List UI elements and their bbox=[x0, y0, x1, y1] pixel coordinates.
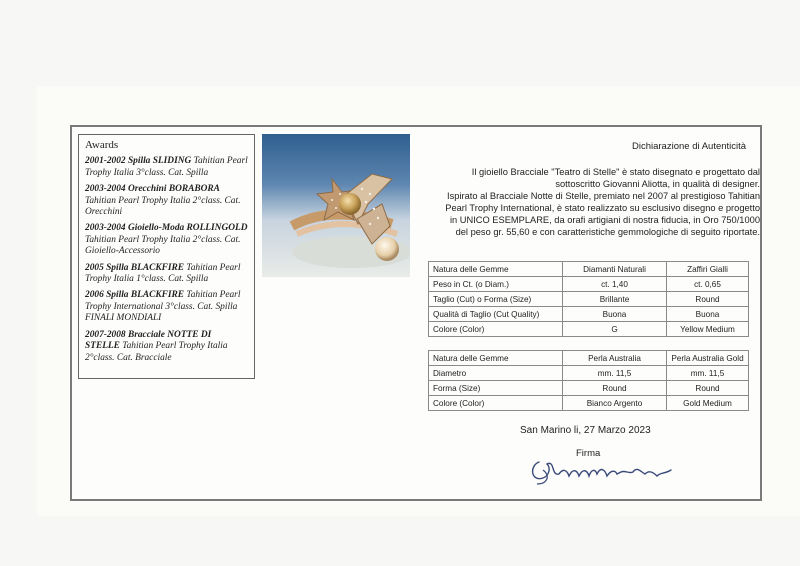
table-row: Colore (Color) Bianco Argento Gold Medium bbox=[429, 396, 749, 411]
place-date: San Marino li, 27 Marzo 2023 bbox=[520, 425, 651, 436]
table-header-row: Natura delle Gemme Diamanti Naturali Zaffiri Gialli bbox=[429, 262, 749, 277]
handwritten-signature bbox=[525, 448, 675, 486]
declaration-title: Dichiarazione di Autenticità bbox=[632, 141, 747, 152]
gems-table-pearls bbox=[428, 350, 749, 411]
award-item: 2003-2004 Orecchini BORABORA Tahitian Pearl Trophy Italia 2°class. Cat. Orecchini bbox=[85, 184, 241, 218]
award-item: 2007-2008 Bracciale NOTTE DI STELLE Tahitian Pearl Trophy Italia 2°class. Cat. Bracciale bbox=[85, 329, 228, 363]
gems-table-diamonds bbox=[428, 261, 749, 337]
declaration-text: Il gioiello Bracciale "Teatro di Stelle" è stato disegnato e progettato dal sottoscritto Giovanni Aliotta, in qualità di designer. Ispirato al Bracciale Notte di Stelle, premiato nel 2007 al prestigioso Tahitian Pearl Trophy International, è stato realizzato su esclusivo disegno e progetto in UNICO ESEMPLARE, da orafi artigiani di nostra fiducia, in Oro 750/1000 del peso gr. 55,60 e con caratteristiche gemmologiche di seguito riportate. bbox=[445, 167, 760, 237]
award-item: 2006 Spilla BLACKFIRE Tahitian Pearl Trophy International 3°class. Cat. Spilla FINALI MONDIALI bbox=[85, 290, 241, 324]
award-item: 2003-2004 Gioiello-Moda ROLLINGOLD Tahitian Pearl Trophy Italia 2°class. Cat. Gioiello-Accessorio bbox=[85, 223, 248, 257]
signature-label: Firma bbox=[576, 448, 601, 459]
table-row: Diametro mm. 11,5 mm. 11,5 bbox=[429, 366, 749, 381]
bracelet-photo bbox=[262, 134, 410, 277]
table-row: Qualità di Taglio (Cut Quality) Buona Buona bbox=[429, 307, 749, 322]
table-header-row: Natura delle Gemme Perla Australia Perla Australia Gold bbox=[429, 351, 749, 366]
table-row: Forma (Size) Round Round bbox=[429, 381, 749, 396]
table-row: Peso in Ct. (o Diam.) ct. 1,40 ct. 0,65 bbox=[429, 277, 749, 292]
award-item: 2001-2002 Spilla SLIDING Tahitian Pearl Trophy Italia 3°class. Cat. Spilla bbox=[85, 156, 248, 178]
awards-title: Awards bbox=[85, 139, 119, 151]
table-row: Taglio (Cut) o Forma (Size) Brillante Round bbox=[429, 292, 749, 307]
awards-box bbox=[78, 134, 255, 379]
table-row: Colore (Color) G Yellow Medium bbox=[429, 322, 749, 337]
bracelet-image bbox=[262, 134, 410, 277]
award-item: 2005 Spilla BLACKFIRE Tahitian Pearl Trophy Italia 1°class. Cat. Spilla bbox=[85, 262, 241, 285]
